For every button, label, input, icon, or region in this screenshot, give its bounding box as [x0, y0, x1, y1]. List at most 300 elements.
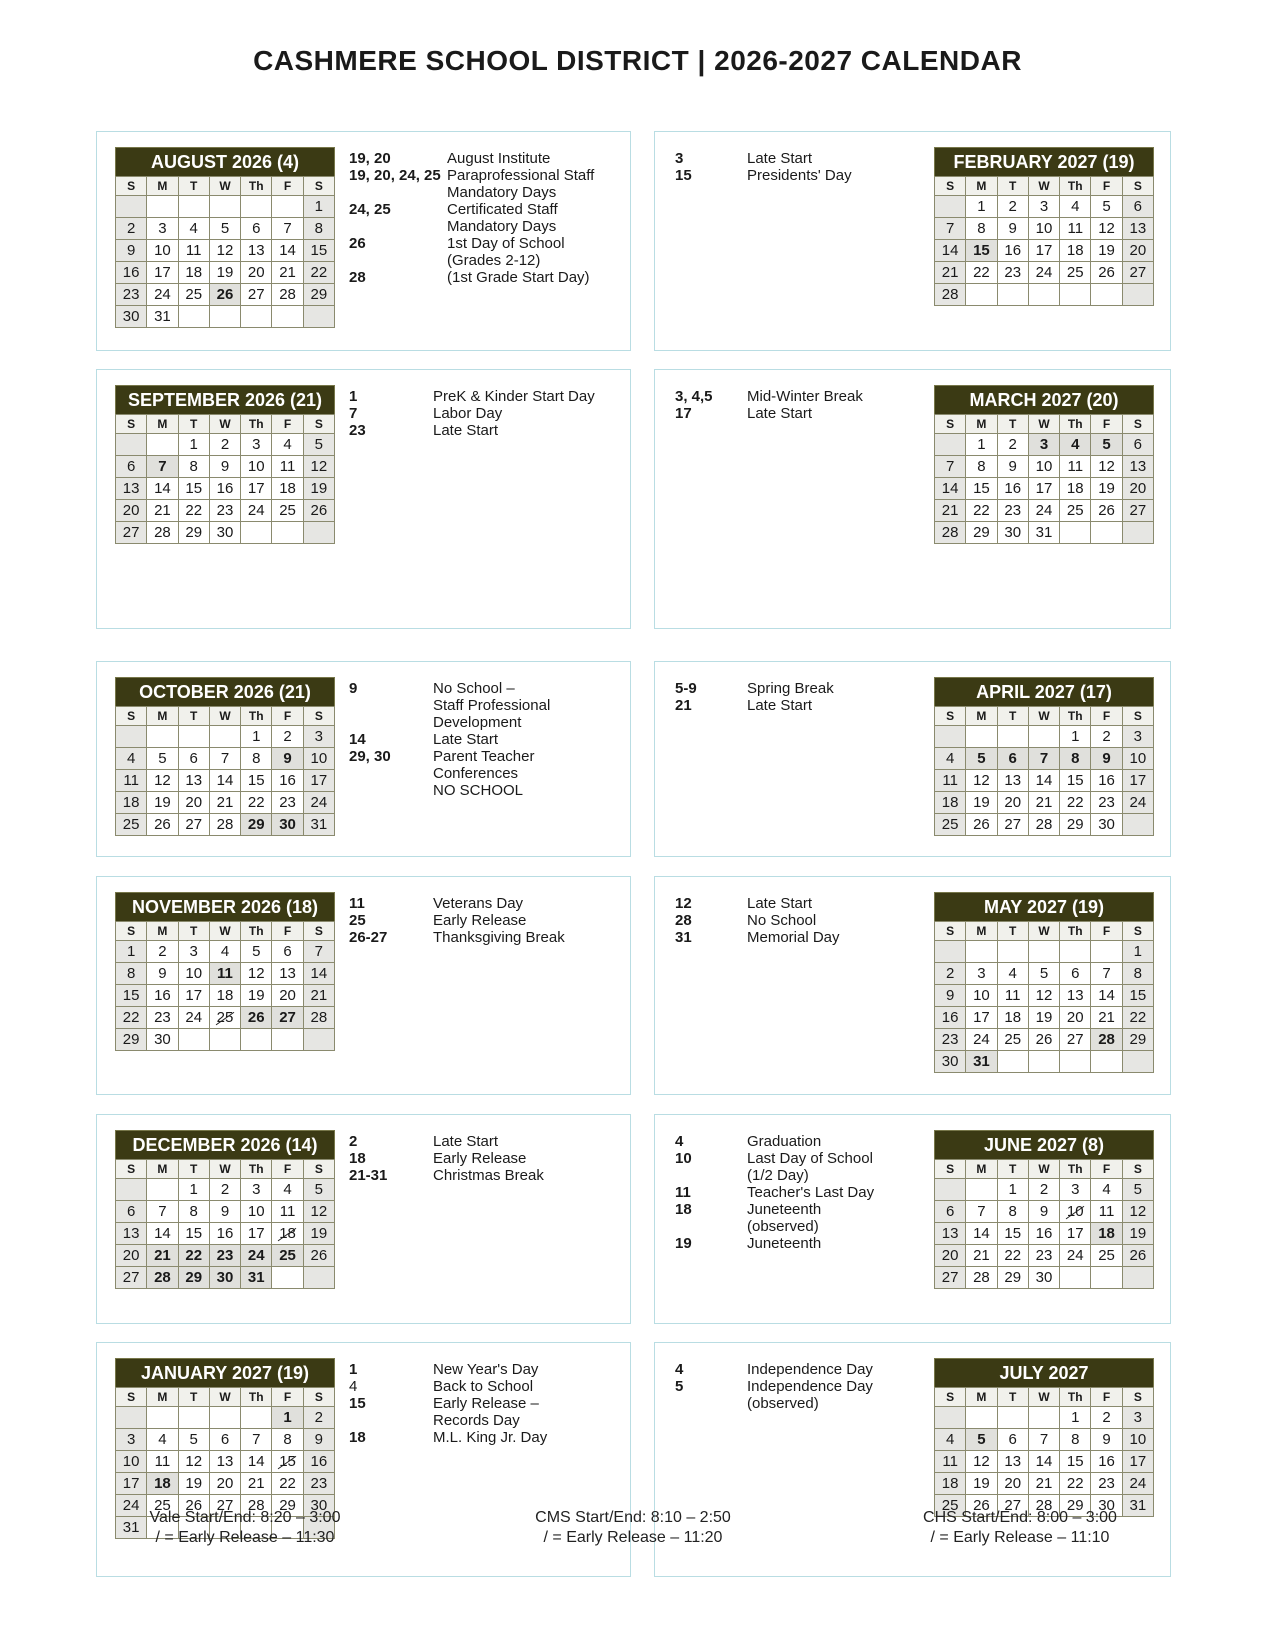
day-cell: 30 [116, 306, 147, 328]
day-cell: 24 [1122, 792, 1153, 814]
week-row [935, 1451, 1154, 1473]
day-cell: 13 [272, 963, 303, 985]
weekday-label: S [116, 922, 147, 941]
weekday-label: Th [1060, 922, 1091, 941]
month-panel-february-2027 [654, 131, 1171, 351]
event-description-line: Christmas Break [433, 1167, 544, 1184]
weekday-label: M [147, 415, 178, 434]
day-cell: 10 [1122, 1429, 1153, 1451]
day-cell: 24 [1028, 262, 1059, 284]
event-item [675, 1361, 922, 1378]
day-cell: 23 [272, 792, 303, 814]
weekday-label: W [209, 177, 240, 196]
day-cell: 2 [116, 218, 147, 240]
weekday-label: Th [241, 177, 272, 196]
day-cell: 11 [997, 985, 1028, 1007]
event-item [349, 405, 622, 422]
day-cell: 17 [241, 478, 272, 500]
week-row [116, 1179, 335, 1201]
day-cell: 22 [966, 262, 997, 284]
month-title: DECEMBER 2026 (14) [115, 1130, 335, 1159]
day-cell: 22 [272, 1473, 303, 1495]
event-description-line: Juneteenth [747, 1201, 822, 1218]
weekday-label: Th [1060, 1388, 1091, 1407]
weekday-label: S [116, 415, 147, 434]
week-row [935, 1179, 1154, 1201]
day-cell: 19 [147, 792, 178, 814]
day-cell: 18 [147, 1473, 178, 1495]
empty-day-cell [1122, 814, 1153, 836]
day-cell: 15 [178, 478, 209, 500]
day-cell: 13 [1122, 456, 1153, 478]
day-cell: 25 [1060, 262, 1091, 284]
day-cell: 30 [209, 522, 240, 544]
event-description-line: Conferences [433, 765, 519, 782]
weekday-label: F [1091, 1160, 1122, 1179]
event-description-line: Late Start [747, 895, 813, 912]
day-cell: 23 [303, 1473, 334, 1495]
day-cell: 2 [147, 941, 178, 963]
event-description [747, 1235, 922, 1252]
day-cell: 14 [209, 770, 240, 792]
weekday-label: W [1028, 922, 1059, 941]
day-cell: 19 [1122, 1223, 1153, 1245]
event-description [433, 405, 622, 422]
day-cell: 8 [966, 456, 997, 478]
month-title: OCTOBER 2026 (21) [115, 677, 335, 706]
footer-chs [895, 1508, 1145, 1548]
event-description [447, 235, 622, 269]
day-cell: 18 [935, 792, 966, 814]
event-description-line: Late Start [747, 697, 813, 714]
month-title: APRIL 2027 (17) [934, 677, 1154, 706]
day-cell: 30 [935, 1051, 966, 1073]
event-item [675, 1133, 922, 1150]
day-cell: 5 [209, 218, 240, 240]
day-cell: 2 [272, 726, 303, 748]
empty-day-cell [272, 522, 303, 544]
day-cell: 9 [116, 240, 147, 262]
weekday-label: S [1122, 1388, 1153, 1407]
day-cell: 25 [997, 1029, 1028, 1051]
event-date: 19, 20 [349, 150, 391, 167]
empty-day-cell [147, 1179, 178, 1201]
day-cell: 18 [1060, 240, 1091, 262]
weekday-label: T [178, 177, 209, 196]
event-item [349, 1133, 622, 1150]
day-cell: 24 [966, 1029, 997, 1051]
day-cell: 7 [935, 456, 966, 478]
day-cell: 18 [997, 1007, 1028, 1029]
day-cell: 11 [1060, 218, 1091, 240]
event-description-line: Late Start [747, 150, 813, 167]
weekday-label: M [966, 922, 997, 941]
day-cell: 19 [966, 1473, 997, 1495]
day-cell: 14 [241, 1451, 272, 1473]
event-description-line: PreK & Kinder Start Day [433, 388, 595, 405]
day-cell: 13 [997, 1451, 1028, 1473]
event-item [675, 912, 922, 929]
weekday-label: W [1028, 1388, 1059, 1407]
week-row [935, 941, 1154, 963]
event-item [675, 1184, 922, 1201]
day-cell: 7 [272, 218, 303, 240]
day-cell: 25 [935, 1495, 966, 1517]
event-description [747, 697, 922, 714]
day-cell: 2 [209, 1179, 240, 1201]
weekday-label: M [147, 707, 178, 726]
month-calendar [934, 1130, 1154, 1289]
month-title: FEBRUARY 2027 (19) [934, 147, 1154, 176]
day-cell: 17 [241, 1223, 272, 1245]
event-date: 14 [349, 731, 366, 748]
weekday-label: W [1028, 177, 1059, 196]
event-date: 5-9 [675, 680, 697, 697]
day-cell: 17 [1028, 240, 1059, 262]
event-item [675, 1201, 922, 1235]
day-cell: 31 [241, 1267, 272, 1289]
weekday-label: F [272, 707, 303, 726]
event-date: 18 [349, 1150, 366, 1167]
day-cell: 29 [1060, 814, 1091, 836]
month-events [675, 680, 922, 714]
day-cell: 25 [178, 284, 209, 306]
day-cell: 1 [241, 726, 272, 748]
event-description-line: Mandatory Days [447, 184, 557, 201]
empty-day-cell [116, 726, 147, 748]
day-cell: 1 [966, 434, 997, 456]
day-cell: 17 [1028, 478, 1059, 500]
weekday-label: Th [241, 1160, 272, 1179]
day-cell: 28 [147, 522, 178, 544]
event-description [433, 748, 622, 799]
day-cell: 8 [241, 748, 272, 770]
month-calendar [934, 147, 1154, 306]
weekday-label: M [966, 415, 997, 434]
day-cell: 21 [966, 1245, 997, 1267]
day-cell: 22 [1060, 792, 1091, 814]
week-row [935, 963, 1154, 985]
day-cell: 11 [116, 770, 147, 792]
empty-day-cell [209, 1407, 240, 1429]
month-grid [115, 414, 335, 544]
day-cell: 1 [1060, 726, 1091, 748]
day-cell: 21 [272, 262, 303, 284]
day-cell: 3 [178, 941, 209, 963]
event-date: 3, 4,5 [675, 388, 713, 405]
day-cell: 14 [1028, 770, 1059, 792]
day-cell: 28 [147, 1267, 178, 1289]
day-cell: 24 [178, 1007, 209, 1029]
day-cell: 26 [209, 284, 240, 306]
day-cell: 22 [178, 500, 209, 522]
weekday-label: M [966, 177, 997, 196]
event-date: 29, 30 [349, 748, 391, 765]
day-cell: 29 [1122, 1029, 1153, 1051]
empty-day-cell [272, 1267, 303, 1289]
week-row [116, 434, 335, 456]
day-cell: 13 [1060, 985, 1091, 1007]
day-cell: 22 [116, 1007, 147, 1029]
day-cell: 1 [178, 1179, 209, 1201]
day-cell: 3 [1122, 726, 1153, 748]
event-item [675, 150, 922, 167]
week-row [935, 985, 1154, 1007]
weekday-label: T [997, 177, 1028, 196]
empty-day-cell [1122, 522, 1153, 544]
month-events [349, 895, 622, 946]
event-date: 15 [349, 1395, 366, 1412]
day-cell: 22 [1060, 1473, 1091, 1495]
day-cell: 13 [1122, 218, 1153, 240]
empty-day-cell [241, 196, 272, 218]
footer-cms [508, 1508, 758, 1548]
day-cell: 23 [997, 500, 1028, 522]
day-cell: 12 [147, 770, 178, 792]
weekday-label: Th [1060, 707, 1091, 726]
weekday-label: W [209, 1388, 240, 1407]
empty-day-cell [935, 196, 966, 218]
day-cell: 7 [241, 1429, 272, 1451]
week-row [935, 748, 1154, 770]
day-cell: 12 [303, 1201, 334, 1223]
day-cell: 5 [241, 941, 272, 963]
day-cell: 14 [1028, 1451, 1059, 1473]
event-description [747, 405, 922, 422]
day-cell: 27 [241, 284, 272, 306]
weekday-header-row [116, 177, 335, 196]
weekday-label: T [997, 1388, 1028, 1407]
event-description-line: Late Start [747, 405, 813, 422]
weekday-header-row [935, 707, 1154, 726]
day-cell: 15 [1060, 770, 1091, 792]
week-row [116, 1429, 335, 1451]
weekday-label: T [178, 922, 209, 941]
day-cell: 15 [178, 1223, 209, 1245]
day-cell: 25 [935, 814, 966, 836]
month-panel-december-2026 [96, 1114, 631, 1324]
day-cell: 11 [272, 456, 303, 478]
event-description-line: M.L. King Jr. Day [433, 1429, 548, 1446]
event-description-line: Certificated Staff [447, 201, 558, 218]
day-cell: 5 [1028, 963, 1059, 985]
day-cell: 5 [1122, 1179, 1153, 1201]
month-calendar [934, 1358, 1154, 1517]
empty-day-cell [1122, 284, 1153, 306]
day-cell: 27 [178, 814, 209, 836]
day-cell: 2 [303, 1407, 334, 1429]
month-calendar [934, 385, 1154, 544]
event-item [349, 201, 622, 235]
week-row [116, 1473, 335, 1495]
weekday-label: Th [241, 415, 272, 434]
weekday-header-row [116, 1160, 335, 1179]
month-panel-november-2026 [96, 876, 631, 1095]
event-item [349, 912, 622, 929]
day-cell: 4 [935, 1429, 966, 1451]
event-description [433, 422, 622, 439]
weekday-header-row [935, 1160, 1154, 1179]
empty-day-cell [966, 284, 997, 306]
day-cell: 18 [116, 792, 147, 814]
day-cell: 3 [1028, 434, 1059, 456]
empty-day-cell [935, 1179, 966, 1201]
day-cell: 30 [209, 1267, 240, 1289]
day-cell: 19 [1028, 1007, 1059, 1029]
day-cell: 20 [997, 792, 1028, 814]
day-cell: 29 [116, 1029, 147, 1051]
day-cell: 16 [935, 1007, 966, 1029]
event-item [675, 1150, 922, 1184]
day-cell: 18 [1060, 478, 1091, 500]
event-item [675, 895, 922, 912]
day-cell: 23 [116, 284, 147, 306]
weekday-label: F [1091, 177, 1122, 196]
weekday-header-row [935, 1388, 1154, 1407]
day-cell: 20 [1122, 478, 1153, 500]
day-cell: 3 [116, 1429, 147, 1451]
empty-day-cell [997, 1407, 1028, 1429]
day-cell: 20 [935, 1245, 966, 1267]
day-cell: 1 [997, 1179, 1028, 1201]
day-cell: 6 [1122, 434, 1153, 456]
week-row [116, 1201, 335, 1223]
day-cell: 4 [1060, 196, 1091, 218]
empty-day-cell [1060, 941, 1091, 963]
day-cell: 26 [303, 1245, 334, 1267]
weekday-label: W [209, 1160, 240, 1179]
day-cell: 25 [1091, 1245, 1122, 1267]
day-cell: 21 [147, 1245, 178, 1267]
day-cell: 16 [209, 1223, 240, 1245]
event-item [675, 167, 922, 184]
day-cell: 13 [997, 770, 1028, 792]
event-description-line: Records Day [433, 1412, 520, 1429]
day-cell: 14 [147, 478, 178, 500]
event-date: 11 [675, 1184, 691, 1201]
empty-day-cell [147, 196, 178, 218]
event-item [349, 235, 622, 269]
month-calendar [115, 892, 335, 1051]
event-item [349, 1395, 622, 1429]
event-item [675, 405, 922, 422]
day-cell: 16 [1028, 1223, 1059, 1245]
event-item [349, 1429, 622, 1446]
day-cell: 9 [997, 218, 1028, 240]
month-events [675, 150, 922, 184]
day-cell: 16 [147, 985, 178, 1007]
day-cell: 28 [209, 814, 240, 836]
event-description-line: Development [433, 714, 522, 731]
weekday-label: S [1122, 415, 1153, 434]
day-cell: 10 [966, 985, 997, 1007]
event-date: 28 [675, 912, 692, 929]
day-cell: 19 [1091, 240, 1122, 262]
week-row [116, 963, 335, 985]
day-cell: 4 [272, 434, 303, 456]
week-row [935, 770, 1154, 792]
day-cell: 7 [1091, 963, 1122, 985]
day-cell: 5 [303, 1179, 334, 1201]
event-date: 2 [349, 1133, 358, 1150]
day-cell: 11 [1091, 1201, 1122, 1223]
day-cell: 21 [147, 500, 178, 522]
event-description [747, 1150, 922, 1184]
day-cell: 7 [147, 1201, 178, 1223]
event-description-line: 1st Day of School [447, 235, 565, 252]
day-cell: 10 [178, 963, 209, 985]
day-cell: 17 [303, 770, 334, 792]
weekday-label: S [303, 177, 334, 196]
empty-day-cell [116, 1179, 147, 1201]
event-description [433, 388, 622, 405]
event-description-line: Staff Professional [433, 697, 551, 714]
day-cell: 6 [272, 941, 303, 963]
day-cell: 4 [997, 963, 1028, 985]
day-cell: 23 [1028, 1245, 1059, 1267]
week-row [116, 1007, 335, 1029]
event-description [433, 1167, 622, 1184]
event-description [747, 1378, 922, 1412]
weekday-label: S [116, 177, 147, 196]
day-cell: 19 [1091, 478, 1122, 500]
event-item [349, 388, 622, 405]
day-cell: 21 [1028, 792, 1059, 814]
day-cell: 26 [241, 1007, 272, 1029]
event-item [349, 748, 622, 799]
week-row [116, 196, 335, 218]
day-cell: 29 [241, 814, 272, 836]
day-cell: 28 [1091, 1029, 1122, 1051]
event-date: 26-27 [349, 929, 388, 946]
event-description-line: Mid-Winter Break [747, 388, 863, 405]
weekday-label: Th [241, 707, 272, 726]
day-cell: 9 [935, 985, 966, 1007]
day-cell: 8 [303, 218, 334, 240]
empty-day-cell [147, 434, 178, 456]
event-date: 17 [675, 405, 692, 422]
empty-day-cell [272, 306, 303, 328]
day-cell: 30 [1028, 1267, 1059, 1289]
day-cell: 7 [935, 218, 966, 240]
day-cell: 25 [1060, 500, 1091, 522]
day-cell: 21 [241, 1473, 272, 1495]
event-description [747, 388, 922, 405]
month-grid [934, 176, 1154, 306]
event-description-line: (observed) [747, 1218, 819, 1235]
day-cell: 7 [1028, 748, 1059, 770]
empty-day-cell [1028, 1407, 1059, 1429]
day-cell: 19 [241, 985, 272, 1007]
weekday-label: Th [1060, 1160, 1091, 1179]
month-panel-april-2027 [654, 661, 1171, 857]
weekday-label: W [1028, 707, 1059, 726]
day-cell: 20 [272, 985, 303, 1007]
day-cell: 28 [272, 284, 303, 306]
day-cell: 8 [966, 218, 997, 240]
day-cell: 26 [1091, 500, 1122, 522]
event-item [349, 1361, 622, 1378]
day-cell: 3 [241, 434, 272, 456]
day-cell: 19 [178, 1473, 209, 1495]
week-row [935, 1223, 1154, 1245]
empty-day-cell [997, 1051, 1028, 1073]
day-cell: 4 [147, 1429, 178, 1451]
day-cell: 15 [966, 478, 997, 500]
day-cell: 20 [178, 792, 209, 814]
day-cell: 3 [1122, 1407, 1153, 1429]
page-title: CASHMERE SCHOOL DISTRICT | 2026-2027 CALENDAR [253, 45, 1022, 76]
